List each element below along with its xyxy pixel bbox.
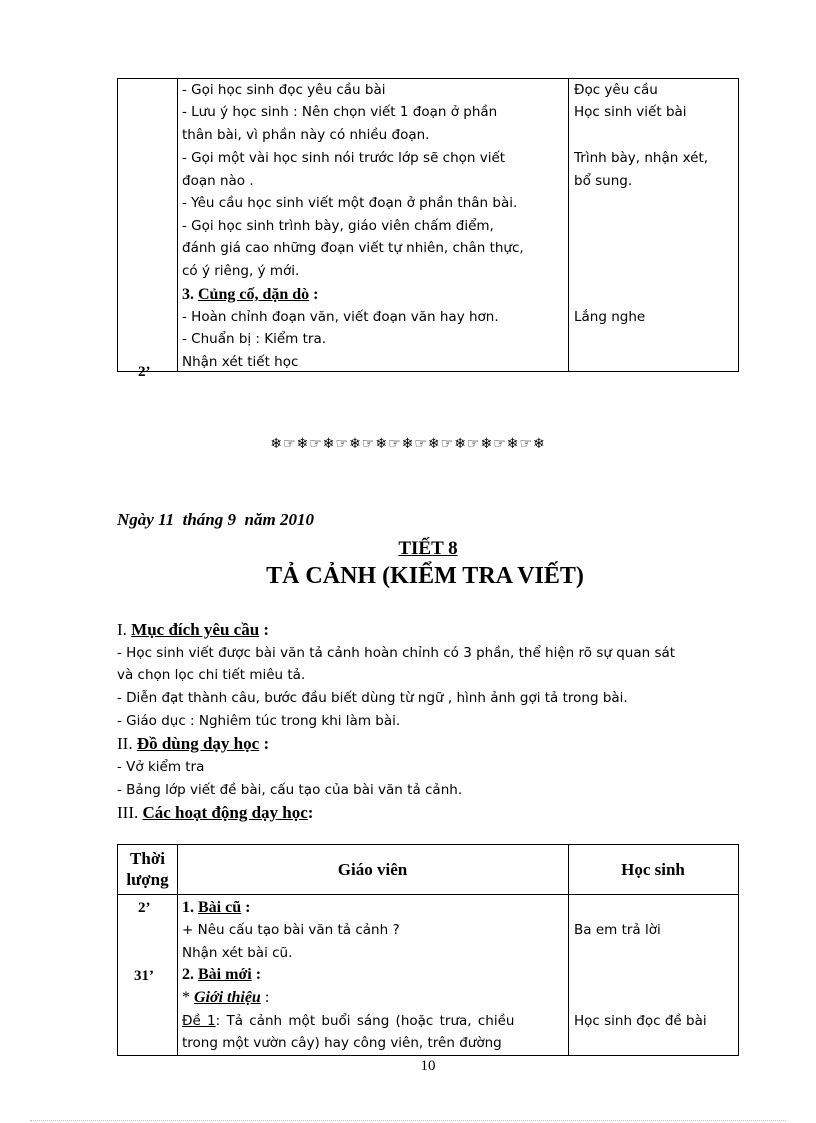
- old-lesson-heading: 1. Bài cũ :: [182, 899, 251, 916]
- teacher-line: - Hoàn chỉnh đoạn văn, viết đoạn văn hay hơn.: [182, 309, 499, 325]
- section-heading-materials: II. Đồ dùng dạy học :: [117, 734, 270, 753]
- topic-line: Đề 1: Tả cảnh một buổi sáng (hoặc trưa, chiều: [182, 1013, 515, 1029]
- student-line: Lắng nghe: [574, 309, 646, 325]
- teacher-column: [177, 79, 569, 371]
- lesson-date: Ngày 11 tháng 9 năm 2010: [117, 510, 314, 529]
- ornament-divider: ❄☞❄☞❄☞❄☞❄☞❄☞❄☞❄☞❄☞❄☞❄: [270, 436, 546, 452]
- teacher-line: - Gọi học sinh trình bày, giáo viên chấm điểm,: [182, 218, 494, 234]
- teacher-line: đoạn nào .: [182, 173, 254, 189]
- time-cell: 2’: [138, 900, 151, 916]
- student-line: Đọc yêu cầu: [574, 82, 658, 98]
- teacher-line: + Nêu cấu tạo bài văn tả cảnh ?: [182, 922, 400, 938]
- body-line: - Học sinh viết được bài văn tả cảnh hoàn chỉnh có 3 phần, thể hiện rõ sự quan sát: [117, 645, 676, 661]
- teacher-line: có ý riêng, ý mới.: [182, 263, 300, 279]
- student-line: Học sinh viết bài: [574, 104, 687, 120]
- student-line: Trình bày, nhận xét,: [574, 150, 709, 166]
- time-column: [118, 79, 178, 380]
- student-line: bổ sung.: [574, 173, 633, 189]
- student-line: Ba em trả lời: [574, 922, 661, 938]
- header-teacher: Giáo viên: [337, 860, 408, 879]
- teacher-line: - Gọi một vài học sinh nói trước lớp sẽ chọn viết: [182, 150, 506, 166]
- activities-table: [117, 844, 739, 1056]
- teacher-line: - Lưu ý học sinh : Nên chọn viết 1 đoạn ở phần: [182, 104, 498, 120]
- teacher-line: thân bài, vì phần này có nhiều đoạn.: [182, 127, 430, 143]
- time-cell: 31’: [134, 968, 154, 984]
- lesson-number: TIẾT 8: [398, 538, 458, 559]
- body-line: - Bảng lớp viết đề bài, cấu tạo của bài văn tả cảnh.: [117, 782, 463, 798]
- page-number: 10: [420, 1058, 436, 1074]
- student-column: [568, 79, 738, 371]
- topic-line: trong một vườn cây) hay công viên, trên đường: [182, 1035, 502, 1051]
- teacher-line: - Yêu cầu học sinh viết một đoạn ở phần thân bài.: [182, 195, 518, 211]
- teacher-line: - Gọi học sinh đọc yêu cầu bài: [182, 82, 386, 98]
- lesson-title: TẢ CẢNH (KIỂM TRA VIẾT): [266, 563, 584, 589]
- teacher-line: - Chuẩn bị : Kiểm tra.: [182, 331, 327, 347]
- time-cell: 2’: [138, 364, 151, 380]
- lesson-table-continued: [117, 78, 739, 380]
- teacher-line: Nhận xét bài cũ.: [182, 945, 293, 961]
- body-line: - Vở kiểm tra: [117, 759, 205, 775]
- teacher-line: Nhận xét tiết học: [182, 354, 299, 370]
- body-line: - Diễn đạt thành câu, bước đầu biết dùng từ ngữ , hình ảnh gợi tả trong bài.: [117, 690, 628, 706]
- page-footer-rule: [30, 1120, 786, 1121]
- body-line: và chọn lọc chi tiết miêu tả.: [117, 667, 306, 683]
- section-heading-objectives: I. Mục đích yêu cầu :: [117, 620, 270, 639]
- body-line: - Giáo dục : Nghiêm túc trong khi làm bài.: [117, 713, 401, 729]
- section-heading-activities: III. Các hoạt động dạy học:: [117, 803, 314, 822]
- student-line: Học sinh đọc đề bài: [574, 1013, 707, 1029]
- intro-heading: * Giới thiệu :: [182, 989, 270, 1006]
- new-lesson-heading: 2. Bài mới :: [182, 966, 262, 983]
- header-student: Học sinh: [621, 860, 685, 879]
- summary-heading: 3. Củng cố, dặn dò :: [182, 286, 319, 303]
- teacher-line: đánh giá cao những đoạn viết tự nhiên, chân thực,: [182, 240, 524, 256]
- header-time: Thời lượng: [126, 849, 169, 889]
